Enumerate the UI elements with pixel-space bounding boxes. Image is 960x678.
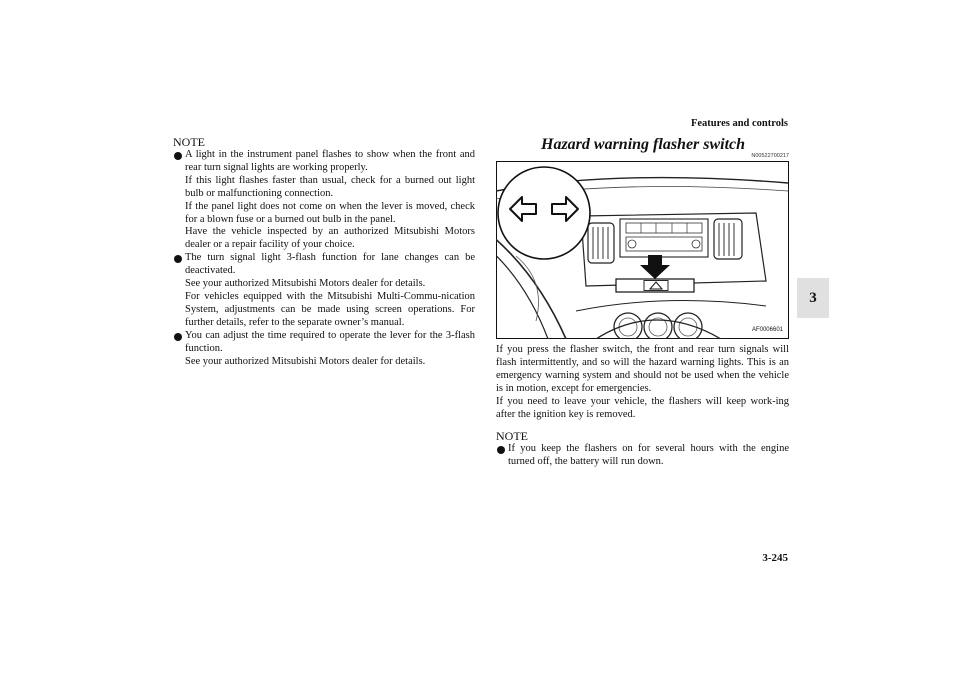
note-line: A light in the instrument panel flashes to show when the front and rear turn signal lights are working properly.	[185, 149, 475, 173]
note-line: See your authorized Mitsubishi Motors dealer for details.	[185, 278, 426, 290]
note-line: You can adjust the time required to operate the lever for the 3-flash function.	[185, 329, 475, 354]
note-bullet-item	[173, 252, 475, 329]
note-label: NOTE	[173, 135, 205, 149]
right-column	[496, 136, 789, 469]
indicator-magnifier	[498, 167, 590, 259]
dashboard-drawing	[496, 161, 789, 339]
figure-code: AF0006601	[751, 327, 783, 333]
note-label: NOTE	[496, 429, 528, 444]
hazard-switch	[616, 279, 694, 292]
body-paragraph: If you press the flasher switch, the front and rear turn signals will flash intermittently, and so will the hazard warning lights. This is an emergency warning system and should not be used when the vehicle is in motion, except for emergencies.	[496, 344, 789, 394]
left-column	[173, 136, 475, 368]
chapter-tab: 3	[797, 278, 829, 318]
note-line: See your authorized Mitsubishi Motors dealer for details.	[185, 355, 426, 367]
running-header: Features and controls	[690, 118, 788, 129]
section-title: Hazard warning flasher switch	[541, 136, 746, 153]
hazard-switch-illustration	[496, 161, 789, 339]
note-bullet-list	[496, 443, 789, 469]
note-line: If the panel light does not come on when the lever is moved, check for a blown fuse or a burned out bulb in the panel.	[185, 200, 475, 225]
section-code: N00522700217	[751, 153, 789, 159]
note-bullet-item	[496, 443, 789, 469]
page-number: 3-245	[762, 552, 788, 564]
note-bullet-item	[173, 149, 475, 252]
note-line: Have the vehicle inspected by an authorized Mitsubishi Motors dealer or a repair facility of your choice.	[185, 226, 475, 251]
note-bullet-list	[173, 149, 475, 368]
section-body	[496, 344, 789, 421]
note-line: If you keep the flashers on for several hours with the engine turned off, the battery will run down.	[508, 443, 789, 468]
note-line: The turn signal light 3-flash function for lane changes can be deactivated.	[185, 252, 475, 277]
note-line: If this light flashes faster than usual, check for a burned out light bulb or malfunctioning connection.	[185, 174, 475, 199]
note-bullet-item	[173, 330, 475, 369]
body-paragraph: If you need to leave your vehicle, the flashers will keep work-ing after the ignition key is removed.	[496, 395, 789, 420]
note-line: For vehicles equipped with the Mitsubishi Multi-Commu-nication System, adjustments can be made using screen operations. For further details, refer to the separate owner’s manual.	[185, 290, 475, 328]
